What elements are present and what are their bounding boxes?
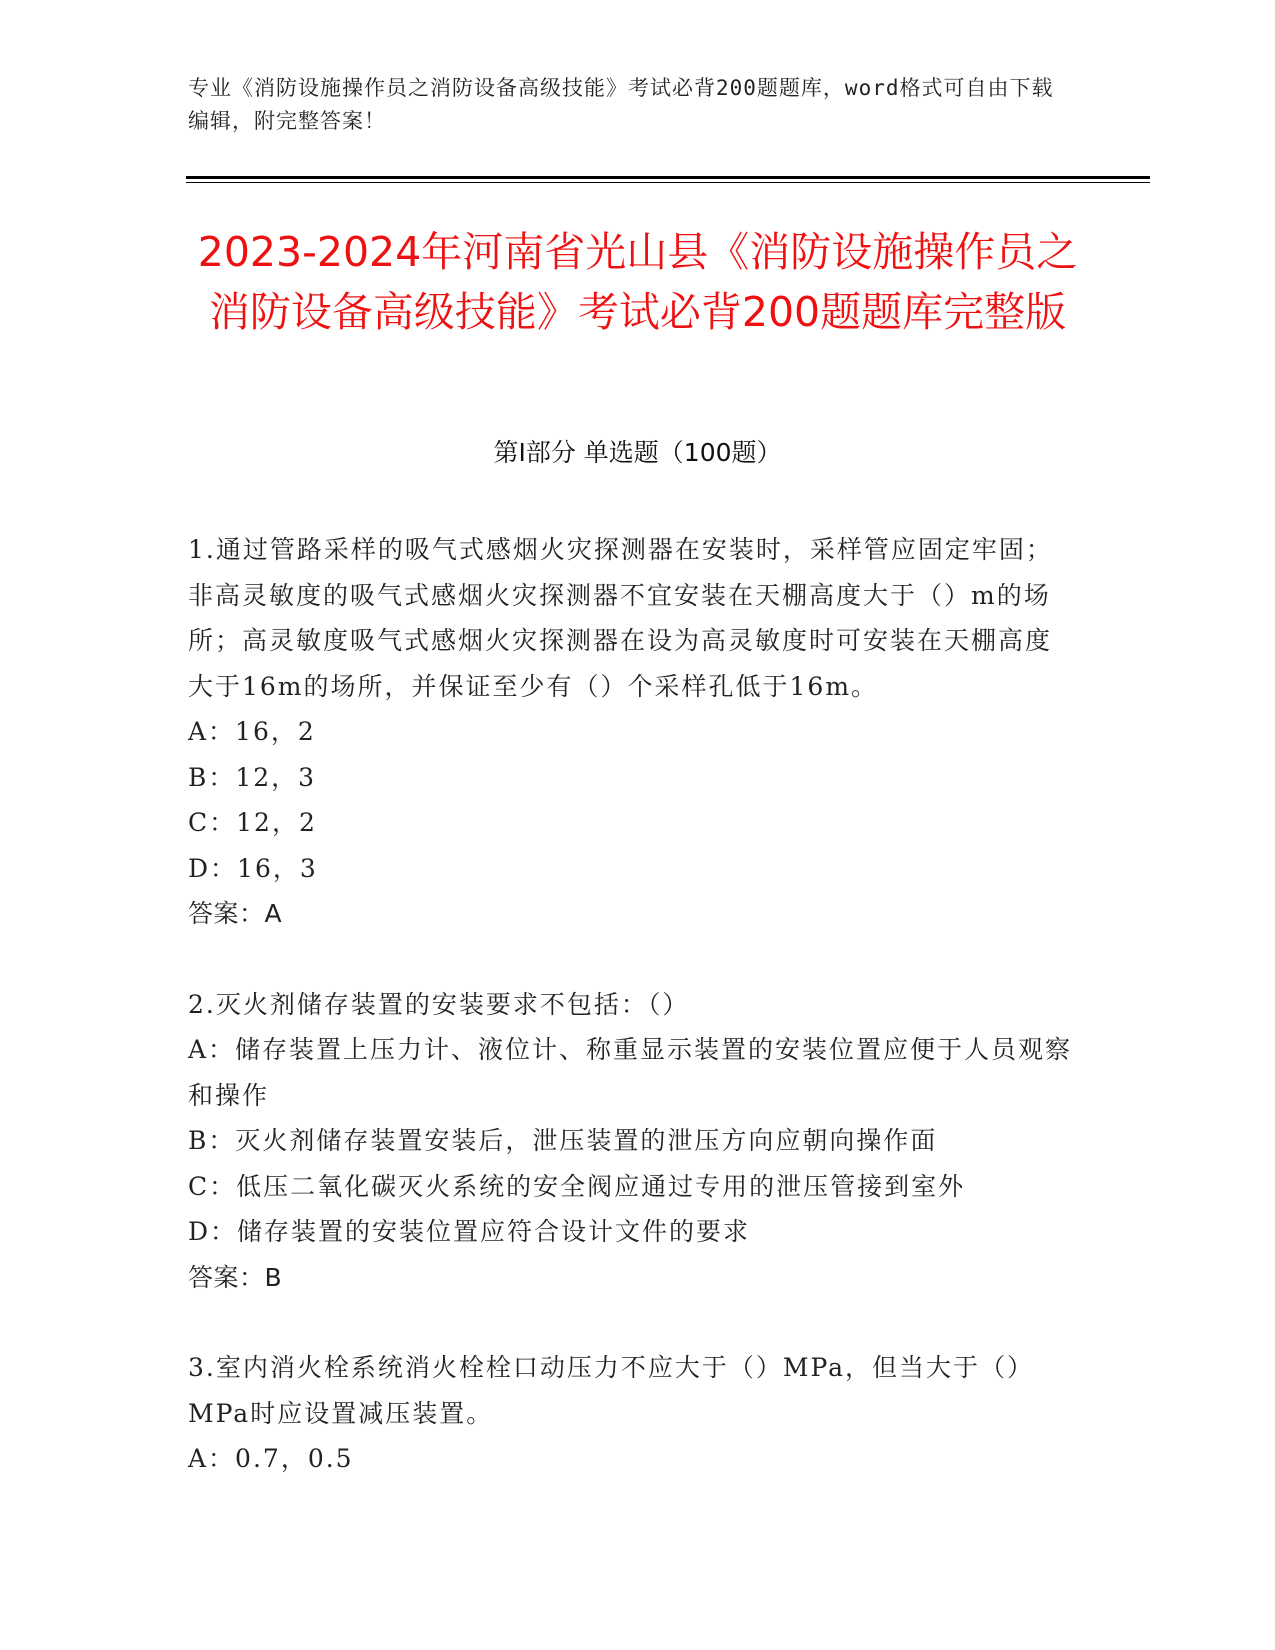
option-d: D：16，3 bbox=[188, 853, 318, 883]
option-b: B：12，3 bbox=[188, 762, 317, 792]
option-c: C：12，2 bbox=[188, 808, 317, 837]
question-list bbox=[188, 527, 1078, 1527]
header-note: 专业《消防设施操作员之消防设备高级技能》考试必背200题题库，word格式可自由下载编辑，附完整答案！ bbox=[188, 76, 1054, 133]
header-divider bbox=[186, 176, 1150, 179]
answer: 答案：A bbox=[188, 899, 283, 928]
header-divider-thin bbox=[186, 182, 1150, 183]
question-stem: 2.灭火剂储存装置的安装要求不包括：（） bbox=[188, 989, 690, 1019]
question-3 bbox=[188, 1345, 1078, 1482]
question-1 bbox=[188, 527, 1078, 937]
option-b: B：灭火剂储存装置安装后，泄压装置的泄压方向应朝向操作面 bbox=[188, 1126, 938, 1155]
answer: 答案：B bbox=[188, 1262, 283, 1292]
option-a: A：储存装置上压力计、液位计、称重显示装置的安装位置应便于人员观察和操作 bbox=[188, 1035, 1073, 1110]
option-a: A：16，2 bbox=[188, 717, 316, 746]
option-a: A：0.7，0.5 bbox=[188, 1444, 354, 1473]
question-2 bbox=[188, 982, 1078, 1301]
question-stem: 3.室内消火栓系统消火栓栓口动压力不应大于（）MPa，但当大于（）MPa时应设置减压装置。 bbox=[188, 1353, 1035, 1428]
document-title: 2023-2024年河南省光山县《消防设施操作员之消防设备高级技能》考试必背200题题库完整版 bbox=[197, 228, 1078, 336]
option-c: C：低压二氧化碳灭火系统的安全阀应通过专用的泄压管接到室外 bbox=[188, 1171, 966, 1201]
section-title: 第Ⅰ部分 单选题（100题） bbox=[493, 438, 782, 467]
question-stem: 1.通过管路采样的吸气式感烟火灾探测器在安装时，采样管应固定牢固；非高灵敏度的吸气式感烟火灾探测器不宜安装在天棚高度大于（）m的场所；高灵敏度吸气式感烟火灾探测器在设为高灵敏度时可安装在天棚高度大于16m的场所，并保证至少有（）个采样孔低于16m。 bbox=[188, 535, 1053, 701]
option-d: D：储存装置的安装位置应符合设计文件的要求 bbox=[188, 1217, 751, 1246]
